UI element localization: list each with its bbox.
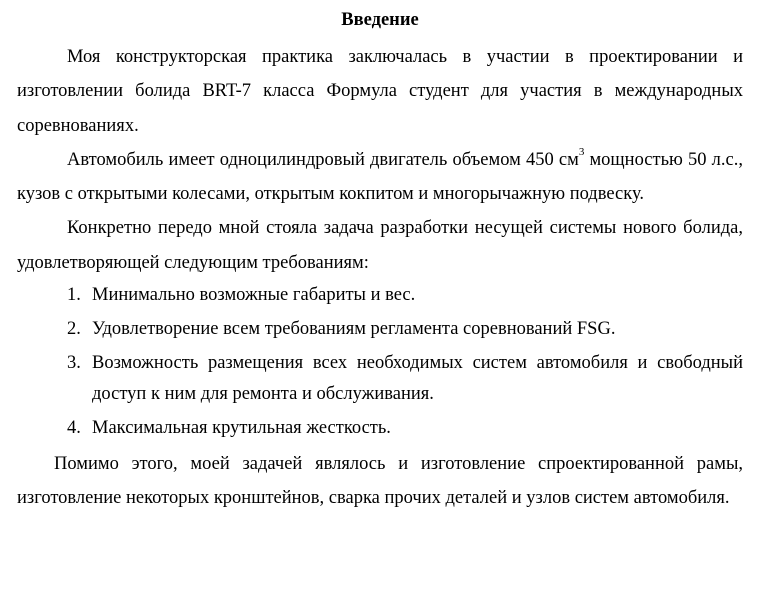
paragraph-task: Конкретно передо мной стояла задача разработки несущей системы нового болида, удовлетворяющей следующим требованиям:	[17, 218, 743, 273]
paragraph-vehicle	[17, 143, 743, 212]
list-item-text: Минимально возможные габариты и вес.	[92, 285, 416, 306]
list-item-text: Максимальная крутильная жесткость.	[92, 418, 391, 439]
list-item-text: Удовлетворение всем требованиям регламента соревнований FSG.	[92, 319, 616, 340]
list-item-text: Возможность размещения всех необходимых систем автомобиля и свободный доступ к ним для ремонта и обслуживания.	[92, 353, 743, 404]
page-title: Введение	[341, 10, 419, 30]
requirements-list	[17, 280, 743, 443]
list-item	[17, 413, 743, 443]
list-item	[17, 280, 743, 310]
list-item-number: 4.	[67, 418, 81, 439]
vehicle-text-end: мощностью 50 л.с., кузов с открытыми колесами, открытым кокпитом и многорычажную подвеску.	[17, 149, 743, 205]
vehicle-text-start: Автомобиль имеет одноцилиндровый двигатель объемом 450 см	[67, 149, 579, 170]
paragraph-practice: Моя конструкторская практика заключалась в участии в проектировании и изготовлении болида BRT-7 класса Формула студент для участия в международных соревнованиях.	[17, 47, 743, 136]
list-item-number: 3.	[67, 353, 81, 374]
list-item	[17, 314, 743, 344]
list-item-number: 1.	[67, 285, 81, 306]
cubic-superscript: 3	[578, 145, 585, 158]
list-item-number: 2.	[67, 319, 81, 340]
list-item	[17, 348, 743, 409]
paragraph-additional: Помимо этого, моей задачей являлось и изготовление спроектированной рамы, изготовление некоторых кронштейнов, сварка прочих деталей и узлов систем автомобиля.	[17, 454, 743, 509]
